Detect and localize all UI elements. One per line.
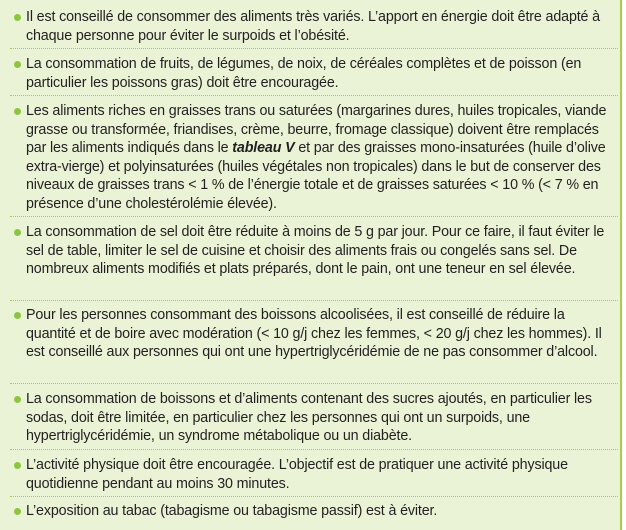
recommendation-item — [14, 55, 614, 92]
dotted-divider — [10, 300, 618, 301]
recommendation-item — [14, 502, 614, 521]
recommendation-text-end: et par des graisses mono-insaturées (huile d’olive extra-vierge) et polyinsaturées (huiles végétales non tropicales) dans le but de conserver des niveaux de graisses trans < 1 % de l’énergie totale et de graisses saturées < 10 % (< 7 % en présence d’une cholestérolémie élevée). — [26, 140, 606, 212]
bullet-icon — [14, 508, 21, 515]
recommendation-text: L’exposition au tabac (tabagisme ou tabagisme passif) est à éviter. — [26, 503, 438, 519]
recommendation-text-start: Les aliments riches en graisses trans ou saturées (margarines dures, huiles tropicales, viande grasse ou transformée, friandises, crème, beurre, fromage classique) doivent être remplacés par les aliments indiqués dans le — [26, 103, 607, 157]
bullet-icon — [14, 396, 21, 403]
recommendation-text: Pour les personnes consommant des boissons alcoolisées, il est conseillé de réduire la quantité et de boire avec modération (< 10 g/j chez les femmes, < 20 g/j chez les hommes). Il est conseillé aux personnes qui ont une hypertriglycéridémie de ne pas consommer d’alcool. — [26, 307, 602, 361]
bullet-icon — [14, 312, 21, 319]
recommendation-text: La consommation de sel doit être réduite à moins de 5 g par jour. Pour ce faire, il faut éviter le sel de table, limiter le sel de cuisine et choisir des aliments frais ou congelés sans sel. De nombreux aliments modifiés et plats préparés, dont le pain, ont une teneur en sel élevée. — [26, 224, 605, 278]
dotted-divider — [10, 95, 618, 96]
bullet-icon — [14, 108, 21, 115]
dotted-divider — [10, 216, 618, 217]
bullet-icon — [14, 229, 21, 236]
recommendation-text: La consommation de boissons et d’aliments contenant des sucres ajoutés, en particulier les sodas, doit être limitée, en particulier chez les personnes qui ont un surpoids, une hypertriglycéridémie, un syndrome métabolique ou un diabète. — [26, 391, 592, 445]
recommendation-item — [14, 102, 614, 214]
dotted-divider — [10, 449, 618, 450]
dotted-divider — [10, 383, 618, 384]
bullet-icon — [14, 462, 21, 469]
recommendation-item — [14, 306, 614, 362]
recommendation-text — [14, 102, 614, 214]
bullet-icon — [14, 61, 21, 68]
dotted-divider — [10, 496, 618, 497]
recommendation-item — [14, 8, 614, 45]
recommendation-text: Il est conseillé de consommer des aliments très variés. L’apport en énergie doit être adapté à chaque personne pour éviter le surpoids et l’obésité. — [26, 9, 600, 44]
recommendation-text: La consommation de fruits, de légumes, de noix, de céréales complètes et de poisson (en particulier les poissons gras) doit être encouragée. — [26, 56, 582, 91]
recommendation-item — [14, 223, 614, 279]
table-reference: tableau V — [232, 140, 295, 157]
recommendation-item — [14, 456, 614, 493]
dotted-divider — [10, 48, 618, 49]
recommendation-item — [14, 390, 614, 446]
recommendation-text: L’activité physique doit être encouragée. L’objectif est de pratiquer une activité physique quotidienne pendant au moins 30 minutes. — [26, 457, 568, 492]
bullet-icon — [14, 14, 21, 21]
